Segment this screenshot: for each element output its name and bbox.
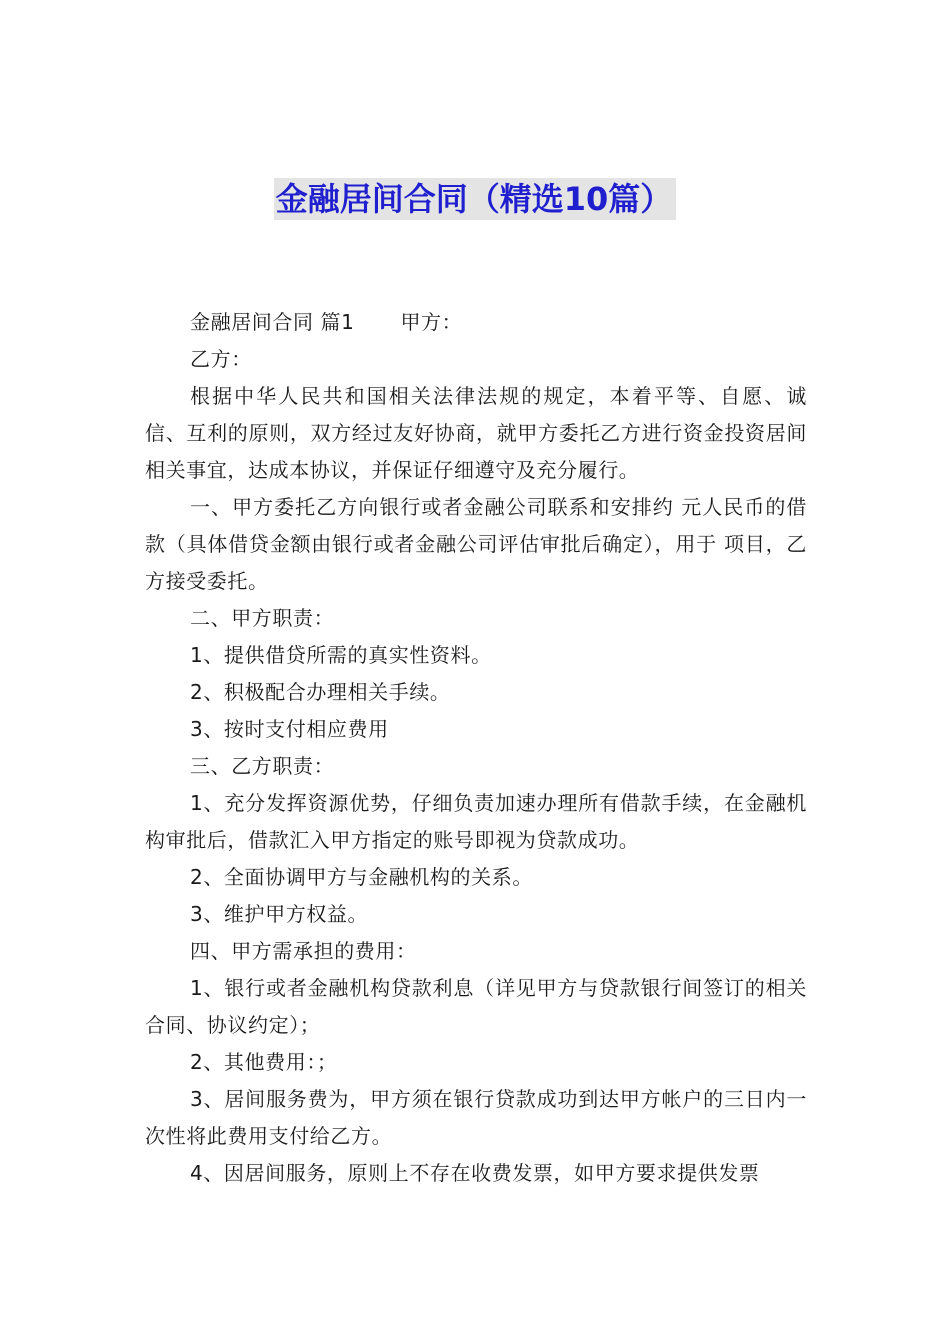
document-body <box>145 304 807 1192</box>
paragraph: 三、乙方职责： <box>190 754 335 778</box>
paragraph: 1、充分发挥资源优势，仔细负责加速办理所有借款手续，在金融机构审批后，借款汇入甲方指定的账号即视为贷款成功。 <box>145 791 807 852</box>
paragraph: 2、全面协调甲方与金融机构的关系。 <box>190 865 533 889</box>
paragraph: 乙方： <box>190 347 252 371</box>
paragraph: 2、积极配合办理相关手续。 <box>190 680 451 704</box>
title-wrap <box>0 178 950 220</box>
document-title: 金融居间合同（精选10篇） <box>274 178 677 220</box>
paragraph: 四、甲方需承担的费用： <box>190 939 417 963</box>
paragraph: 2、其他费用：； <box>190 1050 338 1074</box>
paragraph: 3、维护甲方权益。 <box>190 902 369 926</box>
paragraph: 3、居间服务费为，甲方须在银行贷款成功到达甲方帐户的三日内一次性将此费用支付给乙方。 <box>145 1087 807 1148</box>
contract-heading: 金融居间合同 篇1 <box>190 310 355 334</box>
paragraph: 根据中华人民共和国相关法律法规的规定，本着平等、自愿、诚信、互利的原则，双方经过友好协商，就甲方委托乙方进行资金投资居间相关事宜，达成本协议，并保证仔细遵守及充分履行。 <box>145 384 807 482</box>
paragraph: 二、甲方职责： <box>190 606 335 630</box>
paragraph: 1、提供借贷所需的真实性资料。 <box>190 643 492 667</box>
paragraph: 1、银行或者金融机构贷款利息（详见甲方与贷款银行间签订的相关合同、协议约定）； <box>145 976 807 1037</box>
paragraph: 一、甲方委托乙方向银行或者金融公司联系和安排约 元人民币的借款（具体借贷金额由银行或者金融公司评估审批后确定），用于 项目，乙方接受委托。 <box>145 495 807 593</box>
party-a-label: 甲方： <box>400 310 463 334</box>
paragraph: 4、因居间服务，原则上不存在收费发票，如甲方要求提供发票 <box>190 1161 760 1185</box>
heading-line <box>145 304 807 341</box>
paragraph: 3、按时支付相应费用 <box>190 717 389 741</box>
